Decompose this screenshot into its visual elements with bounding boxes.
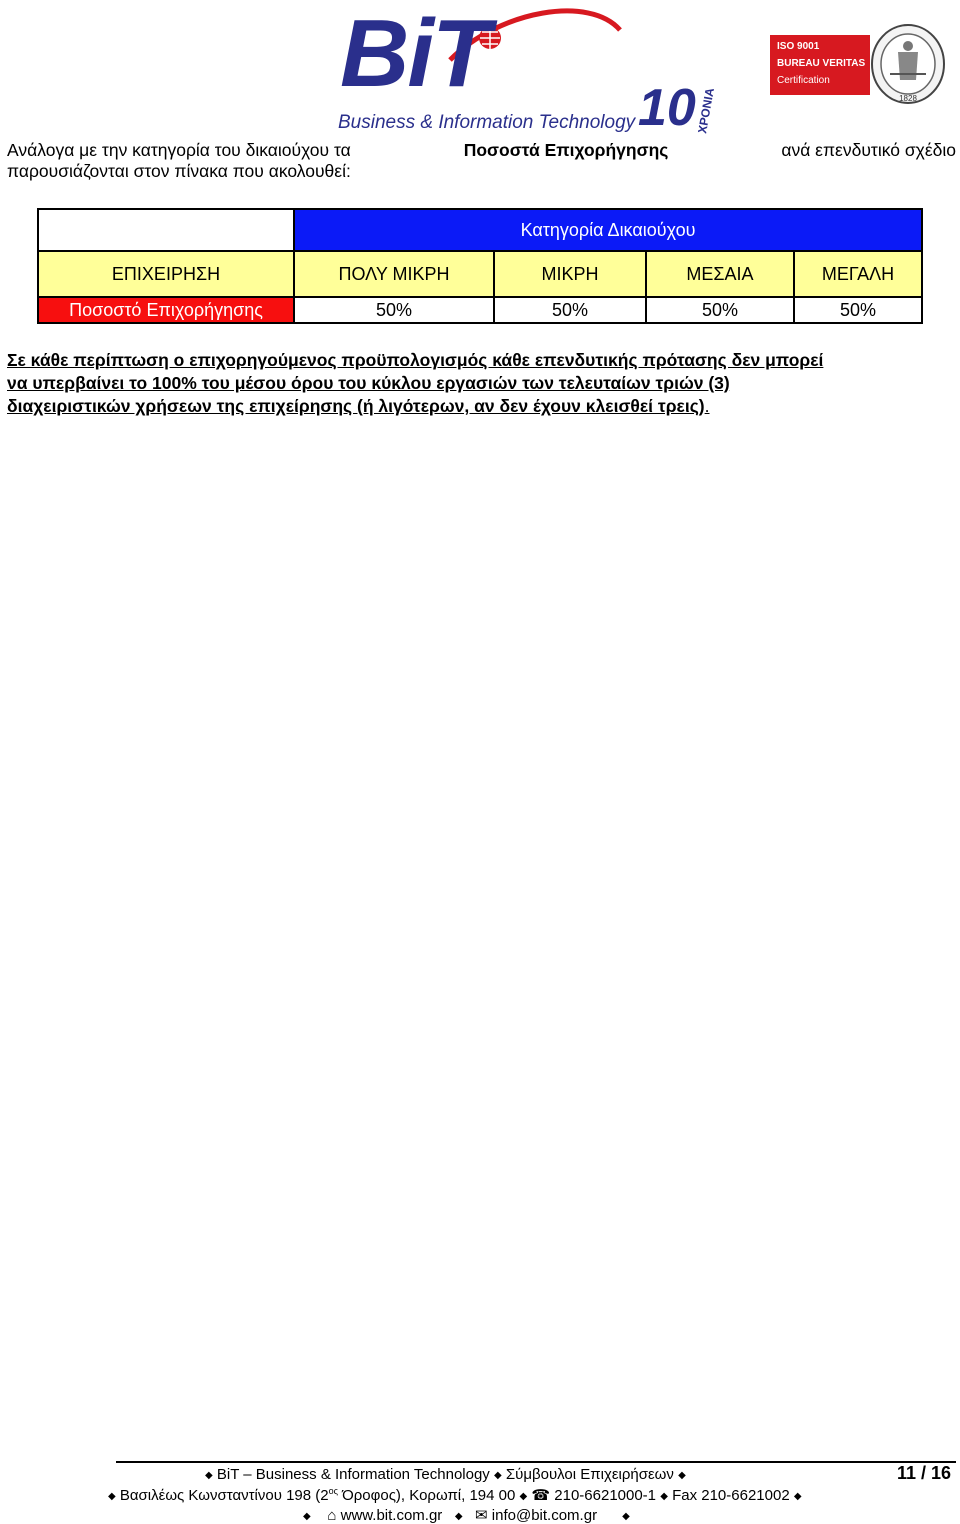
page-number: 11 / 16 xyxy=(897,1463,952,1483)
table-rate-cell: 50% xyxy=(794,297,922,323)
diamond-icon: ◆ xyxy=(108,1491,116,1502)
table-column-header: ΜΕΣΑΙΑ xyxy=(646,251,794,297)
table-rate-cell: 50% xyxy=(494,297,646,323)
note-line: να υπερβαίνει το 100% του μέσου όρου του κύκλου εργασιών των τελευταίων τριών (3) xyxy=(7,373,730,393)
footer-address-sup: ος xyxy=(328,1486,338,1496)
table-rate-cell: 50% xyxy=(294,297,494,323)
note-line: διαχειριστικών χρήσεων της επιχείρησης (ή λιγότερων, αν δεν έχουν κλεισθεί τρεις) . xyxy=(7,396,710,416)
footer-phone: 210-6621000-1 xyxy=(554,1487,657,1504)
diamond-icon: ◆ xyxy=(205,1470,213,1481)
diamond-icon: ◆ xyxy=(519,1491,528,1502)
diamond-icon: ◆ xyxy=(622,1511,630,1522)
email-icon: ✉ xyxy=(475,1507,488,1524)
table-column-header: ΜΙΚΡΗ xyxy=(494,251,646,297)
table-column-header: ΜΕΓΑΛΗ xyxy=(794,251,922,297)
footer-line-company xyxy=(205,1466,686,1483)
seal-year: 1828 xyxy=(899,94,917,103)
intro-text-2: ανά επενδυτικό σχέδιο xyxy=(781,140,956,160)
table-empty-corner xyxy=(38,209,294,251)
intro-bold-term: Ποσοστά Επιχορήγησης xyxy=(463,140,669,160)
footer-email[interactable]: info@bit.com.gr xyxy=(491,1507,598,1524)
cert-line-bv: BUREAU VERITAS xyxy=(777,58,866,69)
diamond-icon: ◆ xyxy=(660,1491,668,1502)
note-paragraph xyxy=(7,349,956,418)
table-column-header: ΠΟΛΥ ΜΙΚΡΗ xyxy=(294,251,494,297)
table-group-header: Κατηγορία Δικαιούχου xyxy=(294,209,922,251)
anniversary-number: 10 xyxy=(638,79,696,137)
bit-logo xyxy=(330,0,636,140)
bureau-veritas-seal-icon xyxy=(868,22,948,106)
grant-rate-table xyxy=(37,208,923,324)
intro-text-1: Ανάλογα με την κατηγορία του δικαιούχου τα xyxy=(7,140,351,160)
home-icon: ⌂ xyxy=(327,1507,337,1524)
note-line: Σε κάθε περίπτωση ο επιχορηγούμενος προϋπολογισμός κάθε επενδυτικής πρότασης δεν μπορεί xyxy=(7,350,824,370)
anniversary-logo xyxy=(636,79,724,138)
footer-divider xyxy=(116,1461,956,1463)
intro-paragraph xyxy=(7,140,956,182)
table-rate-label: Ποσοστό Επιχορήγησης xyxy=(38,297,294,323)
diamond-icon: ◆ xyxy=(454,1511,463,1522)
cert-line-iso: ISO 9001 xyxy=(777,41,820,52)
footer-line-contact xyxy=(303,1506,630,1524)
table-row-header: ΕΠΙΧΕΙΡΗΣΗ xyxy=(38,251,294,297)
footer-website[interactable]: www.bit.com.gr xyxy=(340,1507,443,1524)
footer-line-address xyxy=(108,1486,802,1504)
diamond-icon: ◆ xyxy=(793,1491,802,1502)
intro-text-3: παρουσιάζονται στον πίνακα που ακολουθεί: xyxy=(7,161,351,181)
logo-word: BiT xyxy=(340,0,489,107)
phone-icon: ☎ xyxy=(531,1487,551,1504)
logo-subtitle: Business & Information Technology xyxy=(338,112,636,133)
footer-address: Βασιλέως Κωνσταντίνου 198 (2 xyxy=(119,1487,329,1504)
footer-address-2: Όροφος), Κορωπί, 194 00 xyxy=(337,1487,516,1504)
anniversary-word: ΧΡΟΝΙΑ xyxy=(695,86,717,135)
diamond-icon: ◆ xyxy=(493,1470,502,1481)
cert-line-certification: Certification xyxy=(777,75,830,86)
diamond-icon: ◆ xyxy=(303,1511,311,1522)
footer-fax: Fax 210-6621002 xyxy=(672,1487,790,1504)
certification-badge xyxy=(770,35,870,95)
anniversary-word-icon xyxy=(636,79,724,138)
footer-tagline: Σύμβουλοι Επιχειρήσεων xyxy=(505,1466,674,1483)
diamond-icon: ◆ xyxy=(678,1470,686,1481)
table-rate-cell: 50% xyxy=(646,297,794,323)
footer-company: BiT – Business & Information Technology xyxy=(216,1466,490,1483)
